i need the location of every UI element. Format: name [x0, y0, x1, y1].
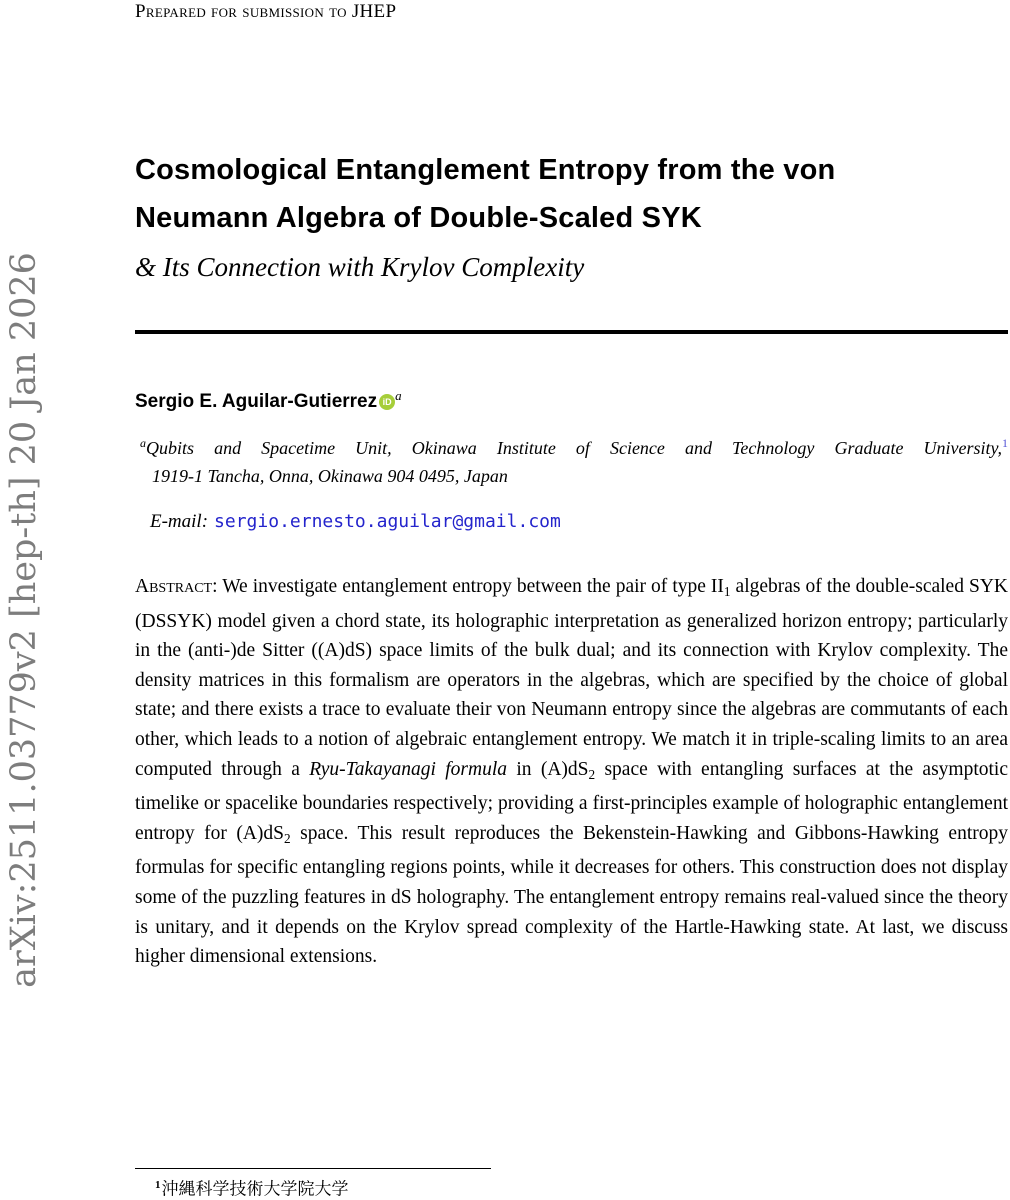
paper-title: [135, 146, 1008, 242]
affiliation-line1-text: Qubits and Spacetime Unit, Okinawa Institute of Science and Technology Graduate University,: [146, 438, 1002, 458]
email-label: E-mail:: [150, 511, 209, 532]
affiliation-line1: [140, 429, 1008, 462]
footnote-ref-link[interactable]: 1: [1002, 436, 1008, 450]
footnote-block: [135, 1168, 1008, 1200]
author-affiliation-marker: a: [395, 388, 402, 403]
footnote-marker: 1: [155, 1179, 161, 1191]
abstract-segment-normal: in (A)dS: [507, 758, 589, 780]
abstract-segment-sub: 2: [588, 766, 596, 782]
affiliation-line2: 1919-1 Tancha, Onna, Okinawa 904 0495, Japan: [152, 466, 508, 486]
footnote-text: [135, 1175, 1008, 1200]
paper-page: [135, 0, 1008, 972]
orcid-icon[interactable]: iD: [379, 394, 395, 410]
footnote-rule: [135, 1168, 491, 1169]
author-name: Sergio E. Aguilar-Gutierrez: [135, 391, 378, 412]
abstract-segment-sub: 1: [723, 584, 731, 599]
abstract-segment-normal: We investigate entanglement entropy between the pair of type II: [217, 576, 724, 597]
paper-subtitle: & Its Connection with Krylov Complexity: [135, 252, 585, 282]
abstract-segment-normal: space with entangling surfaces at the asymptotic timelike or spacelike boundaries respectively; providing a first-principles example of holographic entanglement entropy for (A)dS: [135, 758, 1009, 844]
submission-header: Prepared for submission to JHEP: [135, 1, 397, 22]
paper-title-line1: Cosmological Entanglement Entropy from the von: [135, 154, 836, 186]
title-divider-rule: [135, 330, 1008, 334]
affiliation: [140, 429, 1008, 490]
abstract-segment-sub: 2: [284, 830, 291, 846]
abstract-segment-normal: space. This result reproduces the Bekenstein-Hawking and Gibbons-Hawking entropy formulas for specific entangling regions points, while it decreases for others. This construction does not display some of the puzzling features in dS holography. The entanglement entropy remains real-valued since the theory is unitary, and it depends on the Krylov spread complexity of the Hartle-Hawking state. At last, we discuss higher dimensional extensions.: [135, 822, 1008, 968]
arxiv-id-label: arXiv:2511.03779v2 [hep-th] 20 Jan 2026: [4, 252, 44, 988]
author-line: [135, 385, 1008, 412]
abstract-paragraph: [135, 572, 1008, 972]
footnote-content: 沖縄科学技術大学院大学: [161, 1179, 349, 1199]
abstract-segment-smallcaps: Abstract:: [135, 576, 218, 597]
email-link[interactable]: sergio.ernesto.aguilar@gmail.com: [214, 511, 561, 532]
email-line: [150, 511, 1008, 533]
paper-title-line2: Neumann Algebra of Double-Scaled SYK: [135, 202, 702, 234]
abstract-segment-italic: Ryu-Takayanagi formula: [309, 758, 508, 780]
affiliation-marker: a: [140, 436, 146, 450]
abstract-segment-normal: algebras of the double-scaled SYK (DSSYK) model given a chord state, its holographic interpretation as generalized horizon entropy; particularly in the (anti-)de Sitter ((A)dS) space limits of the bulk dual; and its connection with Krylov complexity. The density matrices in this formalism are operators in the algebras, which are specified by the choice of global state; and there exists a trace to evaluate their von Neumann entropy since the algebras are commutants of each other, which leads to a notion of algebraic entanglement entropy. We match it in triple-scaling limits to an area computed through a: [135, 576, 1008, 780]
